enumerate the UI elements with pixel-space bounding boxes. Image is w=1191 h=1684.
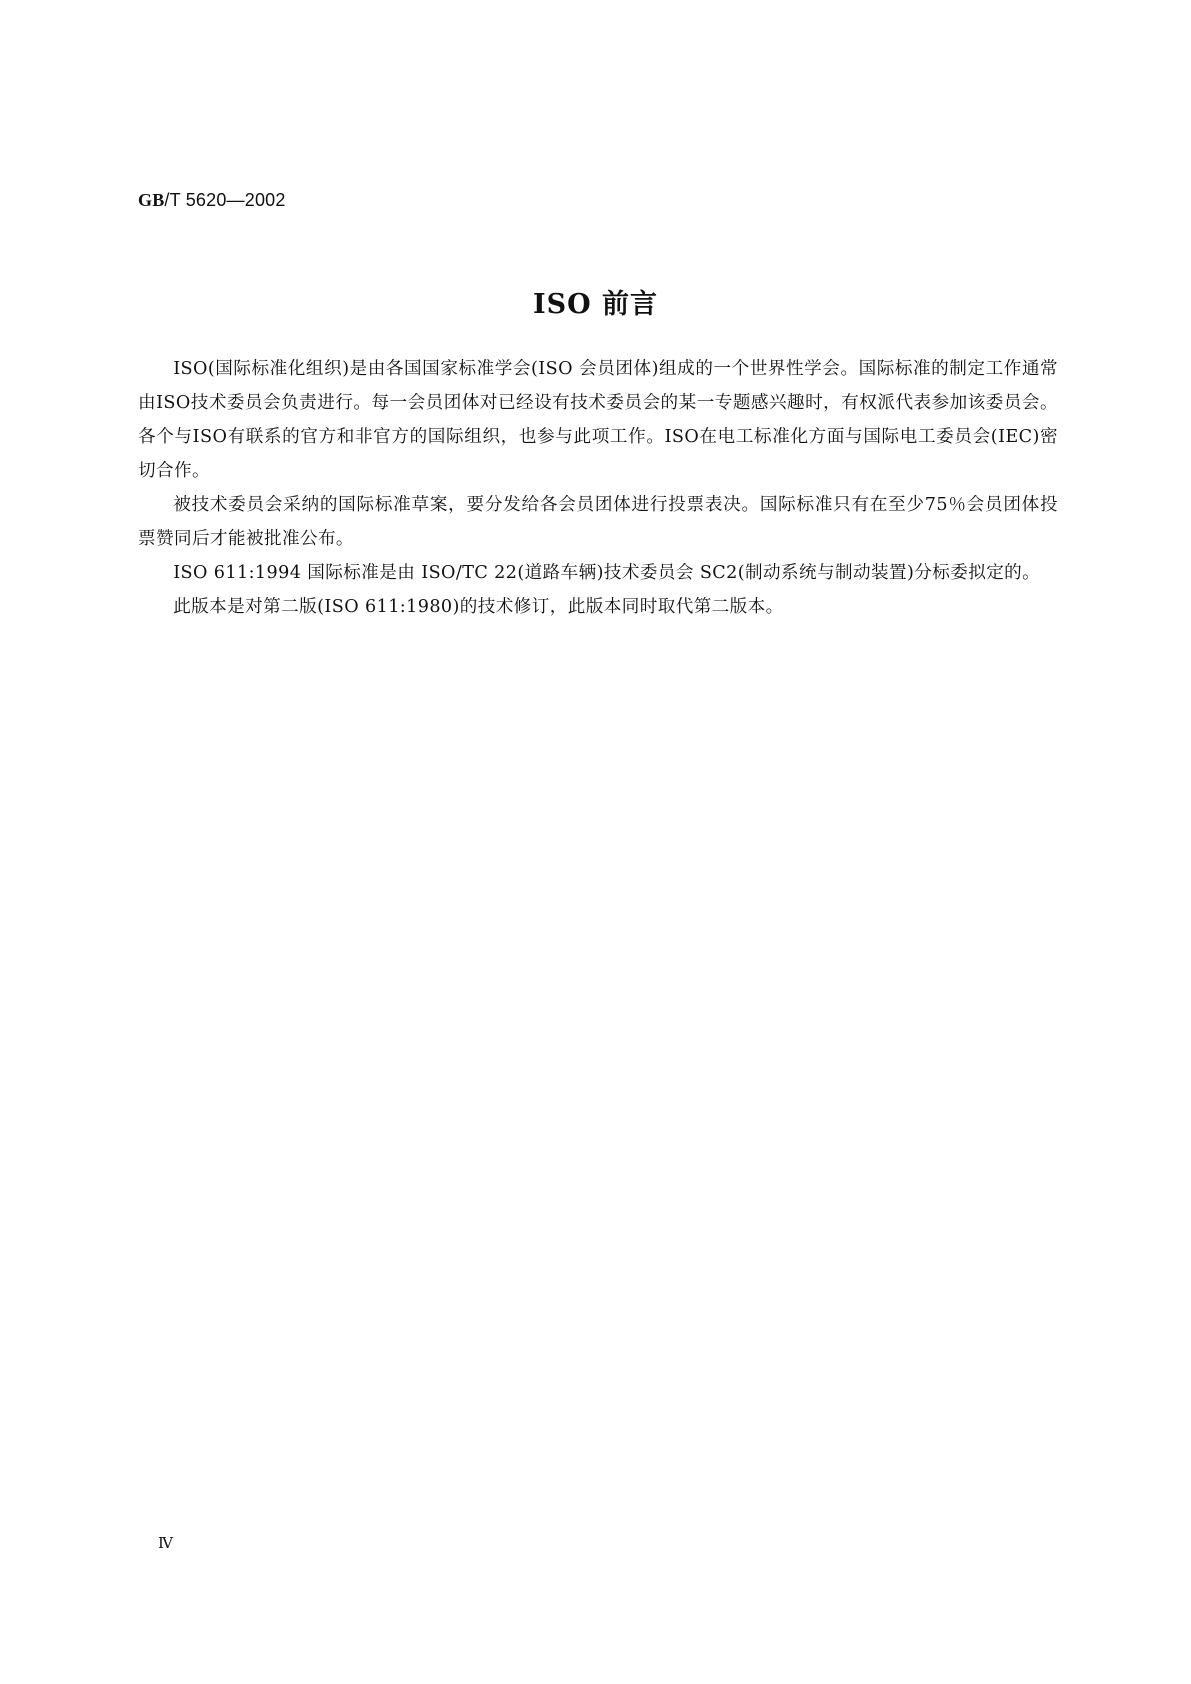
page-number: Ⅳ (158, 1534, 173, 1552)
foreword-body (138, 352, 1058, 624)
paragraph-voting: 被技术委员会采纳的国际标准草案，要分发给各会员团体进行投票表决。国际标准只有在至少75％会员团体投票赞同后才能被批准公布。 (138, 495, 1058, 549)
paragraph-revision: 此版本是对第二版(ISO 611:1980)的技术修订，此版本同时取代第二版本。 (173, 597, 784, 617)
standard-prefix: GB (138, 190, 165, 210)
paragraph-committee: ISO 611:1994 国际标准是由 ISO/TC 22(道路车辆)技术委员会 SC2(制动系统与制动装置)分标委拟定的。 (173, 563, 1041, 583)
paragraph-iso-organization: ISO(国际标准化组织)是由各国国家标准学会(ISO 会员团体)组成的一个世界性学会。国际标准的制定工作通常由ISO技术委员会负责进行。每一会员团体对已经设有技术委员会的某一专题感兴趣时，有权派代表参加该委员会。各个与ISO有联系的官方和非官方的国际组织，也参与此项工作。ISO在电工标准化方面与国际电工委员会(IEC)密切合作。 (138, 359, 1058, 481)
standard-number (138, 190, 286, 211)
standard-code: /T 5620—2002 (164, 190, 286, 210)
page-title: ISO 前言 (532, 289, 659, 320)
